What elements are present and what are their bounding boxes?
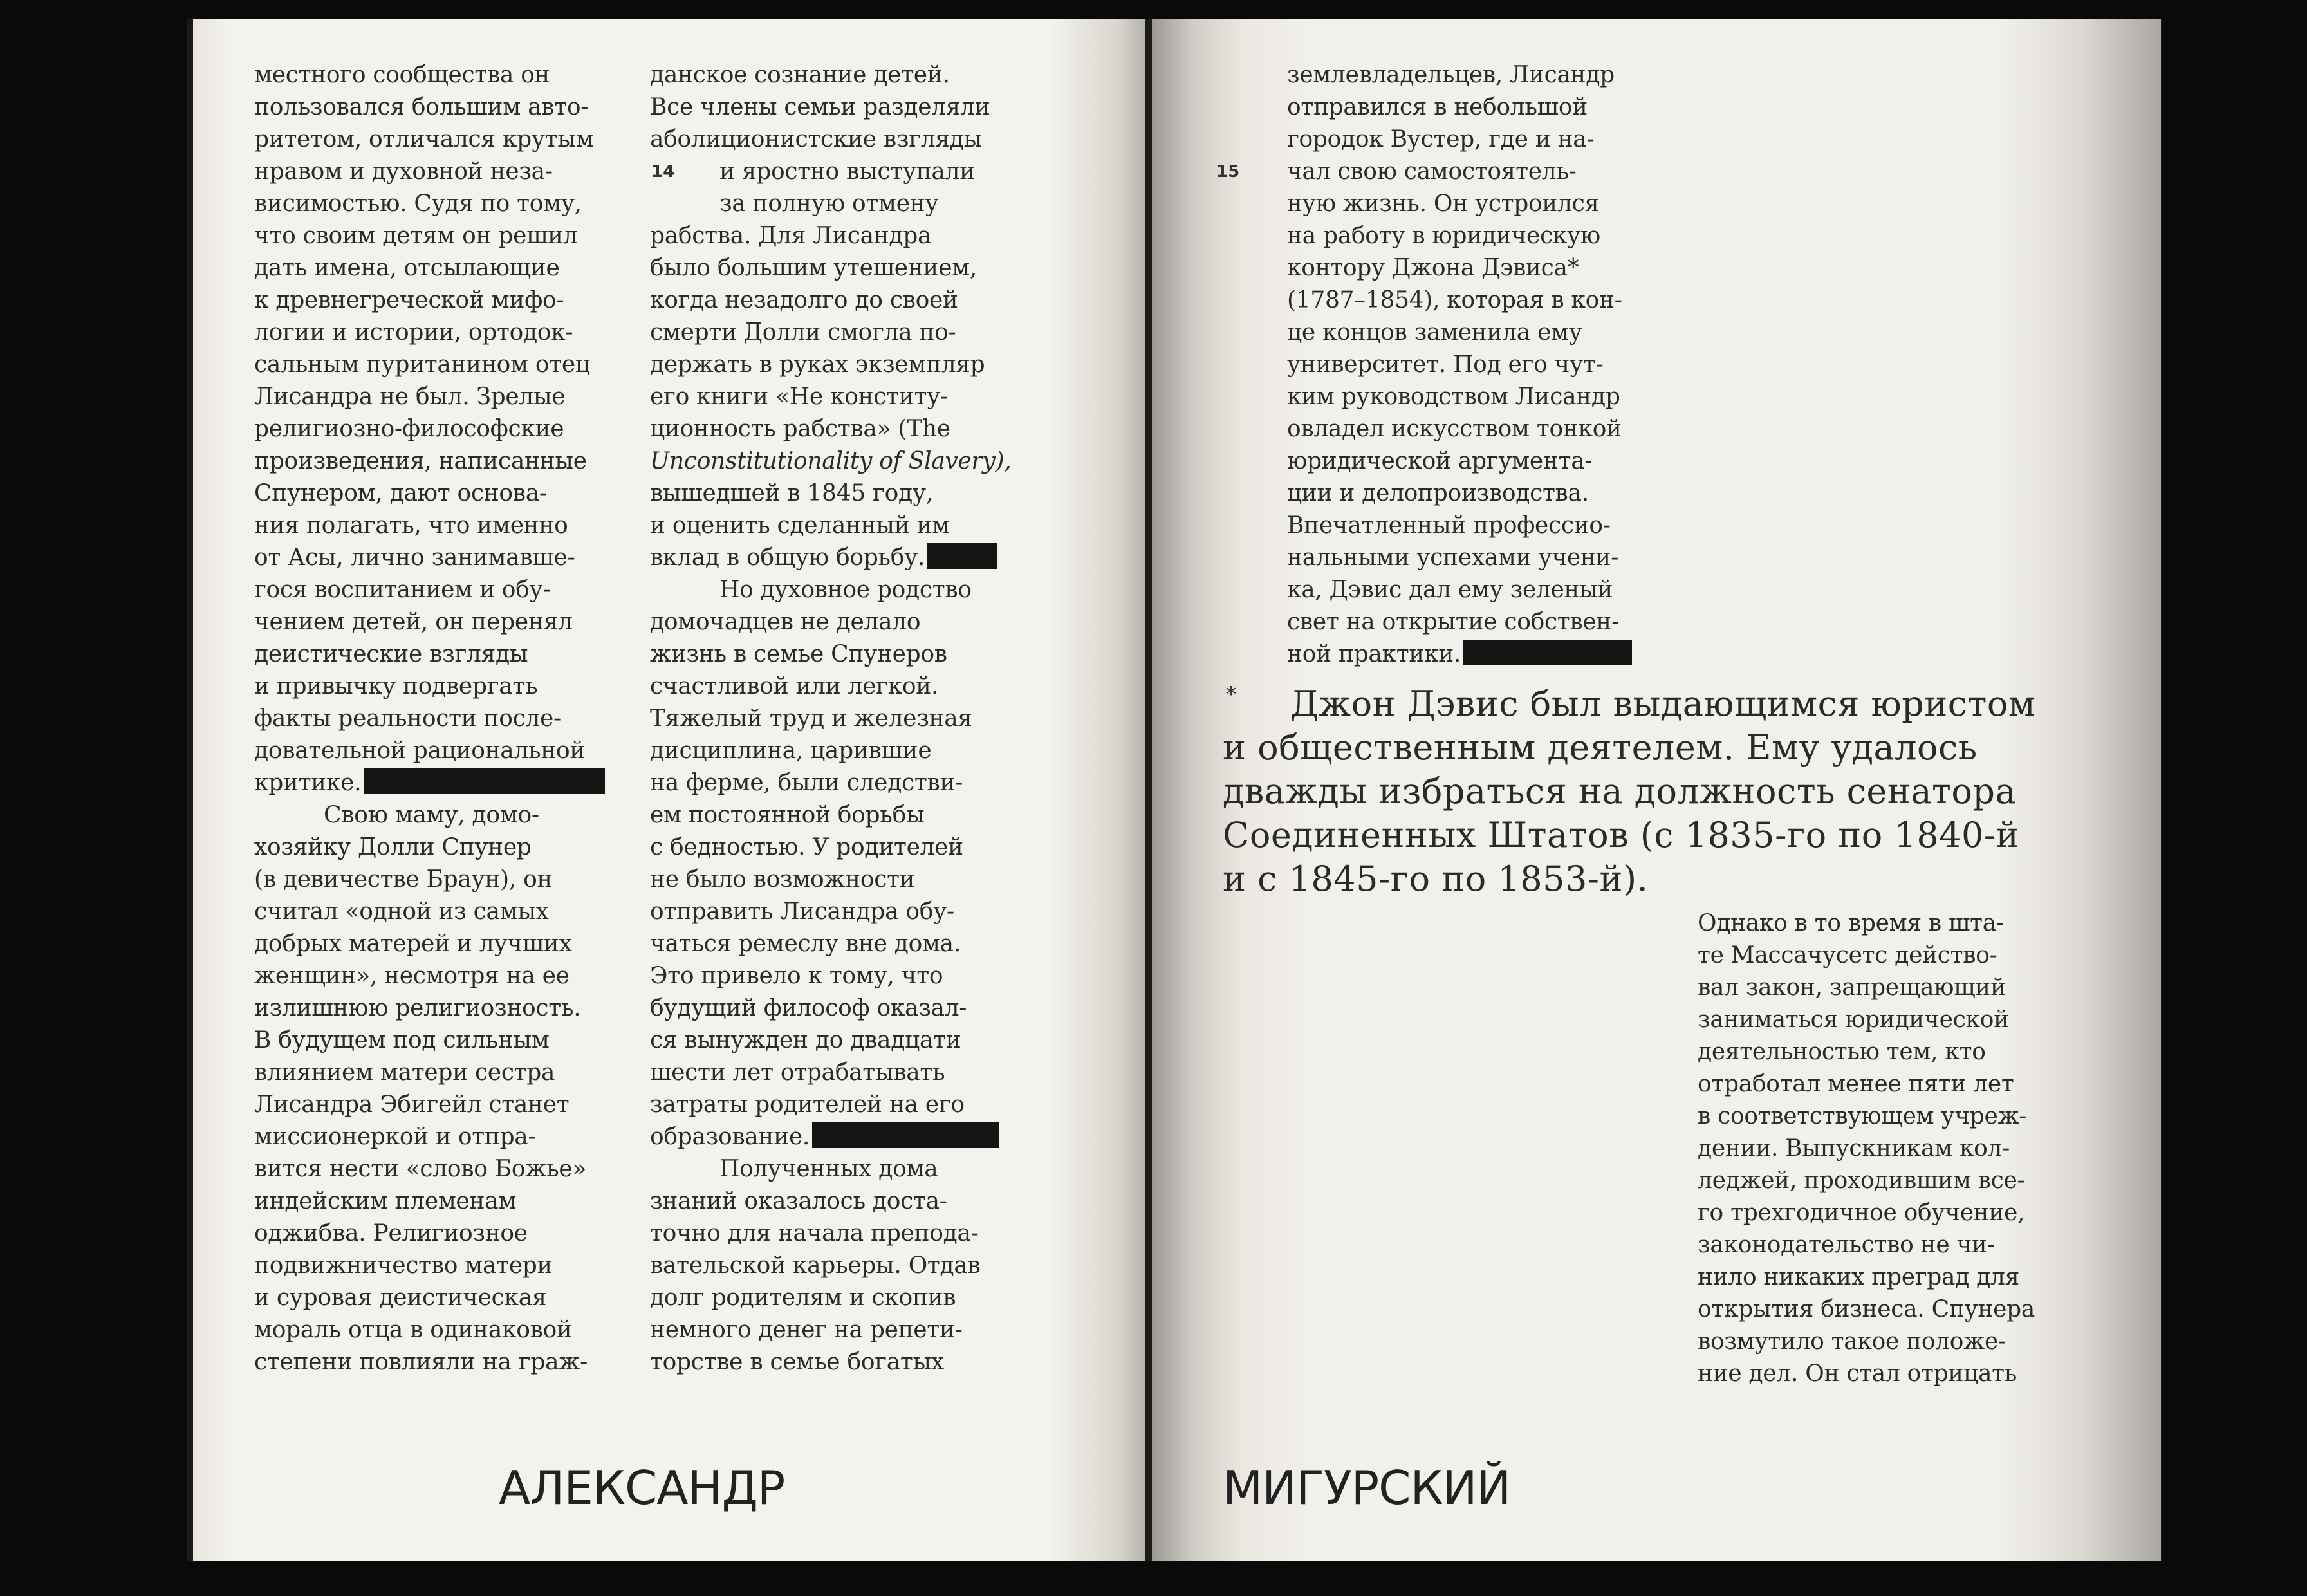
- text-line: отработал менее пяти лет: [1698, 1071, 2014, 1097]
- text-line: было большим утешением,: [650, 255, 977, 281]
- text-line: знаний оказалось доста-: [650, 1188, 947, 1214]
- right-column-1: [1287, 59, 1673, 671]
- text-line: сальным пуританином отец: [254, 351, 590, 378]
- text-line: точно для начала препода-: [650, 1220, 979, 1247]
- text-line: контору Джона Дэвиса*: [1287, 255, 1579, 281]
- text-line: овладел искусством тонкой: [1287, 416, 1622, 442]
- redaction-bar: [364, 768, 605, 794]
- text-line: Свою маму, домо-: [324, 802, 539, 828]
- text-line: ким руководством Лисандр: [1287, 384, 1620, 410]
- left-column-1: [254, 59, 627, 1378]
- text-line: чал свою самостоятель-: [1287, 158, 1577, 185]
- text-line: Лисандра не был. Зрелые: [254, 384, 566, 410]
- text-line: (в девичестве Браун), он: [254, 866, 553, 893]
- text-line: будущий философ оказал-: [650, 995, 967, 1021]
- text-line: Тяжелый труд и железная: [650, 705, 972, 732]
- text-line: Однако в то время в шта-: [1698, 910, 2004, 936]
- text-line: ции и делопроизводства.: [1287, 480, 1589, 506]
- text-line: индейским племенам: [254, 1188, 517, 1214]
- text-line: долг родителям и скопив: [650, 1285, 956, 1311]
- text-line: вится нести «слово Божье»: [254, 1156, 587, 1182]
- text-line: женщин», несмотря на ее: [254, 963, 570, 989]
- text-line: возмутило такое положе-: [1698, 1328, 2006, 1355]
- text-line: данское сознание детей.: [650, 62, 950, 88]
- text-line: (1787–1854), которая в кон-: [1287, 287, 1622, 313]
- text-line: подвижничество матери: [254, 1252, 553, 1279]
- text-line: дважды избраться на должность сенатора: [1223, 771, 2017, 812]
- text-line: Это привело к тому, что: [650, 963, 943, 989]
- text-line: домочадцев не делало: [650, 609, 921, 635]
- text-line: свет на открытие собствен-: [1287, 609, 1619, 635]
- text-line: ритетом, отличался крутым: [254, 126, 594, 153]
- text-line: нило никаких преград для: [1698, 1264, 2020, 1290]
- text-line: Впечатленный профессио-: [1287, 512, 1611, 539]
- text-line: и общественным деятелем. Ему удалось: [1223, 727, 1978, 768]
- text-line: не было возможности: [650, 866, 915, 893]
- text-line: на работу в юридическую: [1287, 223, 1600, 249]
- redaction-bar: [927, 543, 997, 569]
- text-line: хозяйку Долли Спунер: [254, 834, 532, 860]
- text-line: к древнегреческой мифо-: [254, 287, 564, 313]
- text-line: ния полагать, что именно: [254, 512, 568, 539]
- text-line: торстве в семье богатых: [650, 1349, 944, 1375]
- text-line: законодательство не чи-: [1698, 1232, 1995, 1258]
- text-line: шести лет отрабатывать: [650, 1059, 945, 1086]
- text-line: рабства. Для Лисандра: [650, 223, 932, 249]
- text-line: дать имена, отсылающие: [254, 255, 560, 281]
- text-line: Но духовное родство: [719, 577, 972, 603]
- text-line: миссионеркой и отпра-: [254, 1124, 536, 1150]
- text-line: ние дел. Он стал отрицать: [1698, 1360, 2017, 1387]
- running-footer-left: АЛЕКСАНДР: [499, 1461, 785, 1515]
- text-line: его книги «Не конститу-: [650, 384, 948, 410]
- redaction-bar: [812, 1122, 999, 1148]
- text-line: добрых матерей и лучших: [254, 931, 572, 957]
- right-column-2: [1698, 907, 2084, 1390]
- text-line: ционность рабства» (The: [650, 416, 950, 442]
- text-line: на ферме, были следстви-: [650, 770, 963, 796]
- text-line: открытия бизнеса. Спунера: [1698, 1296, 2035, 1322]
- text-line: ка, Дэвис дал ему зеленый: [1287, 577, 1613, 603]
- text-line: довательной рациональной: [254, 738, 586, 764]
- text-line: местного сообщества он: [254, 62, 550, 88]
- text-line: затраты родителей на его: [650, 1091, 965, 1118]
- text-line: Unconstitutionality of Slavery),: [650, 448, 1012, 474]
- text-line: гося воспитанием и обу-: [254, 577, 551, 603]
- text-line: за полную отмену: [719, 190, 939, 217]
- text-line: нравом и духовной неза-: [254, 158, 553, 185]
- text-line: когда незадолго до своей: [650, 287, 958, 313]
- text-line: и суровая деистическая: [254, 1285, 547, 1311]
- footnote: [1223, 682, 2156, 901]
- text-line: леджей, проходившим все-: [1698, 1167, 2025, 1194]
- text-line: ную жизнь. Он устроился: [1287, 190, 1599, 217]
- text-line: факты реальности после-: [254, 705, 561, 732]
- text-line: те Массачусетс действо-: [1698, 942, 1997, 969]
- footnote-marker: *: [1226, 682, 1236, 707]
- text-line: и оценить сделанный им: [650, 512, 950, 539]
- text-line: религиозно-философские: [254, 416, 564, 442]
- text-line: считал «одной из самых: [254, 898, 549, 925]
- text-line: в соответствующем учреж-: [1698, 1103, 2027, 1129]
- text-line: В будущем под сильным: [254, 1027, 550, 1053]
- text-line: висимостью. Судя по тому,: [254, 190, 582, 217]
- text-line: от Асы, лично занимавше-: [254, 544, 575, 571]
- text-line: образование.: [650, 1121, 1023, 1153]
- text-line: аболиционистские взгляды: [650, 126, 982, 153]
- text-line: чением детей, он перенял: [254, 609, 573, 635]
- text-line: землевладельцев, Лисандр: [1287, 62, 1615, 88]
- text-line: нальными успехами учени-: [1287, 544, 1619, 571]
- text-line: ся вынужден до двадцати: [650, 1027, 961, 1053]
- page-number-right: 15: [1216, 162, 1240, 181]
- left-column-2: [650, 59, 1023, 1378]
- page-number-left: 14: [651, 162, 675, 181]
- text-line: и яростно выступали: [719, 158, 975, 185]
- text-line: произведения, написанные: [254, 448, 587, 474]
- text-line: вательской карьеры. Отдав: [650, 1252, 981, 1279]
- text-line: жизнь в семье Спунеров: [650, 641, 947, 667]
- text-line: го трехгодичное обучение,: [1698, 1200, 2025, 1226]
- text-line: счастливой или легкой.: [650, 673, 939, 700]
- text-line: Спунером, дают основа-: [254, 480, 547, 506]
- redaction-bar: [1463, 640, 1632, 665]
- text-line: излишнюю религиозность.: [254, 995, 581, 1021]
- running-footer-right: МИГУРСКИЙ: [1223, 1461, 1511, 1515]
- text-line: отправился в небольшой: [1287, 94, 1588, 120]
- text-line: Лисандра Эбигейл станет: [254, 1091, 570, 1118]
- text-line: дении. Выпускникам кол-: [1698, 1135, 2010, 1162]
- text-line: немного денег на репети-: [650, 1317, 963, 1343]
- text-line: Соединенных Штатов (с 1835-го по 1840-й: [1223, 815, 2020, 855]
- text-line: городок Вустер, где и на-: [1287, 126, 1595, 153]
- text-line: Все члены семьи разделяли: [650, 94, 990, 120]
- text-line: вышедшей в 1845 году,: [650, 480, 933, 506]
- text-line: вклад в общую борьбу.: [650, 542, 1023, 574]
- text-line: мораль отца в одинаковой: [254, 1317, 572, 1343]
- text-line: це концов заменила ему: [1287, 319, 1582, 346]
- text-line: смерти Долли смогла по-: [650, 319, 956, 346]
- text-line: отправить Лисандра обу-: [650, 898, 954, 925]
- text-line: влиянием матери сестра: [254, 1059, 555, 1086]
- text-line: оджибва. Религиозное: [254, 1220, 528, 1247]
- text-line: деистические взгляды: [254, 641, 528, 667]
- text-line: с бедностью. У родителей: [650, 834, 963, 860]
- text-line: логии и истории, ортодок-: [254, 319, 573, 346]
- text-line: пользовался большим авто-: [254, 94, 589, 120]
- text-line: критике.: [254, 767, 627, 799]
- text-line: ем постоянной борьбы: [650, 802, 925, 828]
- text-line: вал закон, запрещающий: [1698, 974, 2006, 1001]
- text-line: ной практики.: [1287, 638, 1673, 671]
- text-line: что своим детям он решил: [254, 223, 578, 249]
- text-line: и привычку подвергать: [254, 673, 538, 700]
- text-line: и с 1845-го по 1853-й).: [1223, 858, 1649, 899]
- text-line: юридической аргумента-: [1287, 448, 1593, 474]
- left-page: [193, 19, 1145, 1561]
- text-line: деятельностью тем, кто: [1698, 1039, 1986, 1065]
- text-line: чаться ремеслу вне дома.: [650, 931, 961, 957]
- book-spread: [187, 19, 2162, 1561]
- text-line: степени повлияли на граж-: [254, 1349, 588, 1375]
- text-line: дисциплина, царившие: [650, 738, 932, 764]
- text-line: Полученных дома: [719, 1156, 938, 1182]
- text-line: университет. Под его чут-: [1287, 351, 1604, 378]
- text-line: заниматься юридической: [1698, 1007, 2009, 1033]
- text-line: держать в руках экземпляр: [650, 351, 985, 378]
- text-line: Джон Дэвис был выдающимся юристом: [1290, 683, 2036, 724]
